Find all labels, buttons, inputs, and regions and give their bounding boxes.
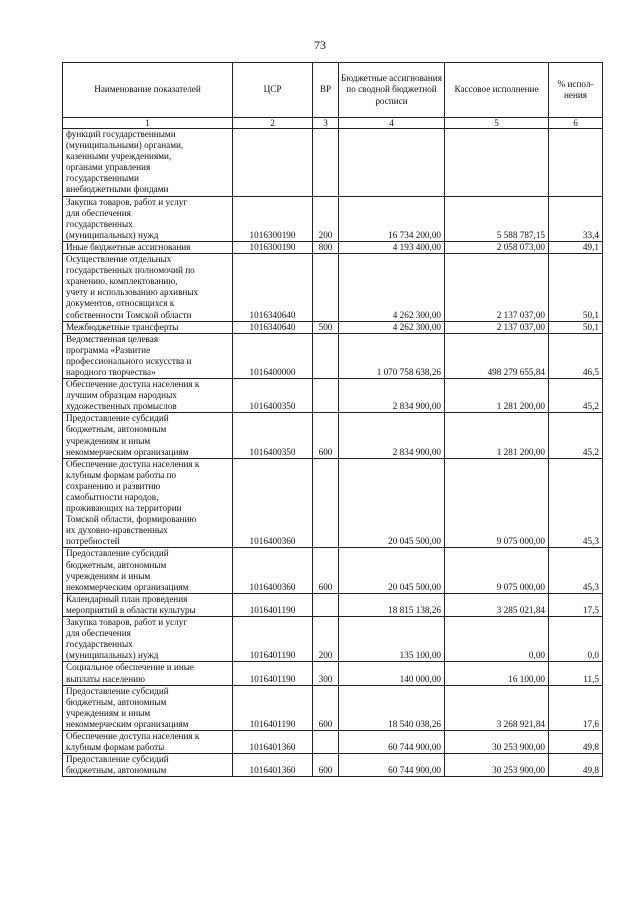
row-execution: 2 137 037,00 — [445, 321, 549, 333]
row-csr: 1016401360 — [233, 754, 313, 777]
row-name: Закупка товаров, работ и услуг для обеспечения государственных (муниципальных) нужд — [63, 196, 233, 241]
row-vr — [313, 129, 339, 197]
row-execution: 3 268 921,84 — [445, 685, 549, 730]
table-header — [63, 63, 603, 129]
row-percent — [549, 129, 603, 197]
table-row — [63, 254, 603, 322]
row-percent: 50,1 — [549, 254, 603, 322]
header-allocations: Бюджетные ассигнования по сводной бюджетной росписи — [339, 63, 445, 118]
row-allocation: 4 262 300,00 — [339, 321, 445, 333]
column-number: 2 — [233, 118, 313, 129]
table-row — [63, 379, 603, 413]
row-execution: 1 281 200,00 — [445, 413, 549, 458]
row-execution: 30 253 900,00 — [445, 730, 549, 753]
row-name: Календарный план проведения мероприятий в области культуры — [63, 593, 233, 616]
row-csr: 1016401190 — [233, 662, 313, 685]
table-row — [63, 548, 603, 593]
row-vr: 800 — [313, 241, 339, 253]
row-execution: 16 100,00 — [445, 662, 549, 685]
row-name: Предоставление субсидий бюджетным, автономным учреждениям и иным некоммерческим организациям — [63, 548, 233, 593]
column-number: 3 — [313, 118, 339, 129]
row-allocation: 60 744 900,00 — [339, 730, 445, 753]
header-execution: Кассовое исполнение — [445, 63, 549, 118]
row-allocation: 4 193 400,00 — [339, 241, 445, 253]
row-execution: 5 588 787,15 — [445, 196, 549, 241]
row-percent: 45,3 — [549, 458, 603, 548]
table-row — [63, 458, 603, 548]
row-execution: 30 253 900,00 — [445, 754, 549, 777]
budget-execution-table — [62, 62, 603, 777]
row-allocation: 2 834 900,00 — [339, 379, 445, 413]
row-csr: 1016400000 — [233, 333, 313, 378]
table-row — [63, 685, 603, 730]
row-execution: 1 281 200,00 — [445, 379, 549, 413]
row-vr: 200 — [313, 196, 339, 241]
row-execution: 2 137 037,00 — [445, 254, 549, 322]
row-csr: 1016401190 — [233, 617, 313, 662]
table-row — [63, 413, 603, 458]
row-csr: 1016401190 — [233, 593, 313, 616]
row-allocation: 16 734 200,00 — [339, 196, 445, 241]
row-percent: 46,5 — [549, 333, 603, 378]
table-row — [63, 321, 603, 333]
table-row — [63, 333, 603, 378]
row-execution: 9 075 000,00 — [445, 548, 549, 593]
header-csr: ЦСР — [233, 63, 313, 118]
row-vr — [313, 730, 339, 753]
row-csr: 1016401190 — [233, 685, 313, 730]
row-percent: 49,8 — [549, 754, 603, 777]
row-percent: 45,2 — [549, 379, 603, 413]
row-allocation: 4 262 300,00 — [339, 254, 445, 322]
row-csr: 1016340640 — [233, 254, 313, 322]
table-row — [63, 617, 603, 662]
table-row — [63, 754, 603, 777]
row-allocation: 20 045 500,00 — [339, 548, 445, 593]
row-percent: 49,8 — [549, 730, 603, 753]
row-name: Межбюджетные трансферты — [63, 321, 233, 333]
row-name: функций государственными (муниципальными) органами, казенными учреждениями, органами управления государственными внебюджетными фондами — [63, 129, 233, 197]
row-vr — [313, 593, 339, 616]
row-name: Обеспечение доступа населения к клубным формам работы — [63, 730, 233, 753]
row-name: Предоставление субсидий бюджетным, автономным учреждениям и иным некоммерческим организациям — [63, 685, 233, 730]
column-number: 5 — [445, 118, 549, 129]
table-row — [63, 730, 603, 753]
row-vr: 600 — [313, 754, 339, 777]
row-percent: 0,0 — [549, 617, 603, 662]
row-allocation: 135 100,00 — [339, 617, 445, 662]
row-vr — [313, 458, 339, 548]
column-number: 6 — [549, 118, 603, 129]
row-execution: 498 279 655,84 — [445, 333, 549, 378]
row-percent: 49,1 — [549, 241, 603, 253]
row-name: Иные бюджетные ассигнования — [63, 241, 233, 253]
row-vr: 200 — [313, 617, 339, 662]
row-vr: 600 — [313, 413, 339, 458]
row-csr: 1016300190 — [233, 196, 313, 241]
table-row — [63, 241, 603, 253]
row-vr: 300 — [313, 662, 339, 685]
row-name: Осуществление отдельных государственных полномочий по хранению, комплектованию, учету и использованию архивных документов, относящихся к собственности Томской области — [63, 254, 233, 322]
row-name: Предоставление субсидий бюджетным, автономным учреждениям и иным некоммерческим организациям — [63, 413, 233, 458]
row-percent: 45,3 — [549, 548, 603, 593]
row-csr: 1016400360 — [233, 458, 313, 548]
header-vr: ВР — [313, 63, 339, 118]
row-percent: 17,5 — [549, 593, 603, 616]
column-number: 1 — [63, 118, 233, 129]
column-number-row — [63, 118, 603, 129]
row-percent: 50,1 — [549, 321, 603, 333]
row-name: Социальное обеспечение и иные выплаты населению — [63, 662, 233, 685]
row-csr: 1016400350 — [233, 379, 313, 413]
row-allocation: 140 000,00 — [339, 662, 445, 685]
row-vr — [313, 379, 339, 413]
row-allocation — [339, 129, 445, 197]
row-vr: 600 — [313, 685, 339, 730]
row-csr: 1016400360 — [233, 548, 313, 593]
row-csr: 1016340640 — [233, 321, 313, 333]
row-vr: 500 — [313, 321, 339, 333]
row-allocation: 1 070 758 638,26 — [339, 333, 445, 378]
row-vr: 600 — [313, 548, 339, 593]
table-row — [63, 196, 603, 241]
row-allocation: 60 744 900,00 — [339, 754, 445, 777]
row-csr: 1016401360 — [233, 730, 313, 753]
row-allocation: 18 815 138,26 — [339, 593, 445, 616]
column-number: 4 — [339, 118, 445, 129]
row-percent: 17,6 — [549, 685, 603, 730]
header-percent: % испол-нения — [549, 63, 603, 118]
row-name: Закупка товаров, работ и услуг для обеспечения государственных (муниципальных) нужд — [63, 617, 233, 662]
row-allocation: 2 834 900,00 — [339, 413, 445, 458]
row-vr — [313, 333, 339, 378]
row-vr — [313, 254, 339, 322]
row-name: Предоставление субсидий бюджетным, автономным — [63, 754, 233, 777]
row-allocation: 18 540 038,26 — [339, 685, 445, 730]
row-execution: 0,00 — [445, 617, 549, 662]
page-number: 73 — [314, 38, 326, 52]
table-row — [63, 662, 603, 685]
row-csr: 1016300190 — [233, 241, 313, 253]
table-row — [63, 593, 603, 616]
table-body — [63, 129, 603, 777]
row-name: Обеспечение доступа населения к клубным формам работы по сохранению и развитию самобытности народов, проживающих на территории Томской области, формированию их духовно-нравственных потребностей — [63, 458, 233, 548]
row-execution: 3 285 021,84 — [445, 593, 549, 616]
row-percent: 45,2 — [549, 413, 603, 458]
row-csr — [233, 129, 313, 197]
table-row — [63, 129, 603, 197]
row-csr: 1016400350 — [233, 413, 313, 458]
row-name: Обеспечение доступа населения к лучшим образцам народных художественных промыслов — [63, 379, 233, 413]
row-execution: 2 058 073,00 — [445, 241, 549, 253]
header-name: Наименование показателей — [63, 63, 233, 118]
row-percent: 11,5 — [549, 662, 603, 685]
row-percent: 33,4 — [549, 196, 603, 241]
row-allocation: 20 045 500,00 — [339, 458, 445, 548]
row-execution: 9 075 000,00 — [445, 458, 549, 548]
row-name: Ведомственная целевая программа «Развитие профессионального искусства и народного творчества» — [63, 333, 233, 378]
row-execution — [445, 129, 549, 197]
